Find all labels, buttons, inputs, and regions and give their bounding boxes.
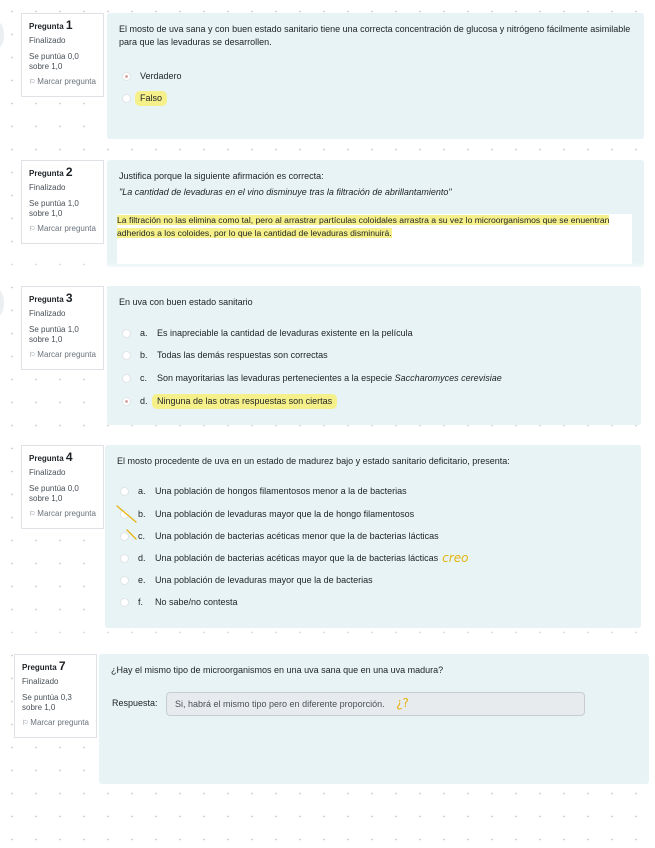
radio-button[interactable] xyxy=(122,72,131,81)
radio-button[interactable] xyxy=(120,554,129,563)
option-c[interactable]: c. Son mayoritarias las levaduras pertenecientes a la especie Saccharomyces cerevisiae xyxy=(122,372,502,385)
question-content xyxy=(107,286,641,425)
divider xyxy=(0,262,655,272)
question-info xyxy=(14,654,97,738)
question-state: Finalizado xyxy=(29,309,66,318)
question-info xyxy=(21,286,104,370)
question-content xyxy=(107,160,644,267)
question-text: ¿Hay el mismo tipo de microorganismos en una uva sana que en una uva madura? xyxy=(111,665,444,675)
divider xyxy=(0,630,655,640)
question-info xyxy=(21,160,104,244)
option-b[interactable]: b. Todas las demás respuestas son correctas xyxy=(122,349,328,362)
question-grade: Se puntúa 1,0 sobre 1,0 xyxy=(29,199,79,218)
option-c[interactable]: c. Una población de bacterias acéticas menor que la de bacterias lácticas xyxy=(120,530,439,543)
question-content xyxy=(99,654,649,784)
flag-icon: ⚐ xyxy=(29,352,36,359)
flag-question-link[interactable]: ⚐ Marcar pregunta xyxy=(29,224,96,233)
question-title: Pregunta 1 xyxy=(29,18,73,32)
radio-button[interactable] xyxy=(122,329,131,338)
question-content xyxy=(107,13,644,139)
question-grade: Se puntúa 0,3 sobre 1,0 xyxy=(22,693,72,712)
question-grade: Se puntúa 1,0 sobre 1,0 xyxy=(29,325,79,344)
option-true[interactable]: Verdadero xyxy=(122,70,182,83)
question-title: Pregunta 4 xyxy=(29,450,73,464)
radio-button[interactable] xyxy=(120,576,129,585)
flag-question-link[interactable]: ⚐ Marcar pregunta xyxy=(29,77,96,86)
option-false[interactable] xyxy=(122,91,167,106)
option-b[interactable]: b. Una población de levaduras mayor que la de hongo filamentosos xyxy=(120,508,414,521)
question-state: Finalizado xyxy=(29,183,66,192)
question-text: El mosto procedente de uva en un estado de madurez bajo y estado sanitario deficitario, presenta: xyxy=(117,456,510,466)
option-f[interactable]: f. No sabe/no contesta xyxy=(120,596,238,609)
handwritten-annotation: creo xyxy=(442,551,469,565)
option-d[interactable]: d. Ninguna de las otras respuestas son ciertas xyxy=(122,394,337,409)
radio-button[interactable] xyxy=(122,94,131,103)
question-quote: "La cantidad de levaduras en el vino disminuye tras la filtración de abrillantamiento" xyxy=(119,187,452,197)
answer-input[interactable]: Si, habrá el mismo tipo pero en diferente proporción. ¿? xyxy=(166,692,585,716)
question-info xyxy=(21,13,104,97)
answer-text-area[interactable] xyxy=(117,214,632,264)
option-e[interactable]: e. Una población de levaduras mayor que la de bacterias xyxy=(120,574,373,587)
question-text: El mosto de uva sana y con buen estado sanitario tiene una correcta concentración de glucosa y nitrógeno fácilmente asimilable para que las levaduras se desarrollen. xyxy=(119,24,631,47)
question-title: Pregunta 2 xyxy=(29,165,73,179)
option-a[interactable]: a. Una población de hongos filamentosos menor a la de bacterias xyxy=(120,485,407,498)
question-grade: Se puntúa 0,0 sobre 1,0 xyxy=(29,484,79,503)
question-info xyxy=(21,445,104,529)
flag-icon: ⚐ xyxy=(29,79,36,86)
question-state: Finalizado xyxy=(29,468,66,477)
radio-button[interactable] xyxy=(122,374,131,383)
flag-icon: ⚐ xyxy=(29,511,36,518)
radio-button[interactable] xyxy=(122,351,131,360)
question-title: Pregunta 7 xyxy=(22,659,66,673)
radio-button[interactable] xyxy=(120,487,129,496)
flag-question-link[interactable]: ⚐ Marcar pregunta xyxy=(22,718,89,727)
question-text: Justifica porque la siguiente afirmación es correcta: xyxy=(119,171,324,181)
handwritten-annotation: ¿? xyxy=(396,696,409,710)
flag-question-link[interactable]: ⚐ Marcar pregunta xyxy=(29,509,96,518)
scroll-edge xyxy=(0,290,4,316)
question-content xyxy=(105,445,641,628)
flag-question-link[interactable]: ⚐ Marcar pregunta xyxy=(29,350,96,359)
radio-button[interactable] xyxy=(120,598,129,607)
question-state: Finalizado xyxy=(22,677,59,686)
question-state: Finalizado xyxy=(29,36,66,45)
option-d[interactable]: d. Una población de bacterias acéticas mayor que la de bacterias lácticas creo xyxy=(120,552,468,565)
question-title: Pregunta 3 xyxy=(29,291,73,305)
answer-label: Respuesta: xyxy=(112,698,158,708)
answer-text: La filtración no las elimina como tal, pero al arrastrar partículas coloidales arrastra a su vez lo microorganismos que se enuentran adheridos a los coloides, por lo que la cantidad de levaduras disminuirá. xyxy=(117,215,610,238)
option-label: Falso xyxy=(135,91,167,106)
scroll-edge xyxy=(0,22,4,48)
handwritten-strikes xyxy=(112,500,148,546)
question-text: En uva con buen estado sanitario xyxy=(119,297,253,307)
option-a[interactable]: a. Es inapreciable la cantidad de levaduras existente en la película xyxy=(122,327,413,340)
flag-icon: ⚐ xyxy=(22,720,29,727)
flag-icon: ⚐ xyxy=(29,226,36,233)
radio-button[interactable] xyxy=(122,397,131,406)
question-grade: Se puntúa 0,0 sobre 1,0 xyxy=(29,52,79,71)
option-label: Ninguna de las otras respuestas son ciertas xyxy=(152,394,337,409)
